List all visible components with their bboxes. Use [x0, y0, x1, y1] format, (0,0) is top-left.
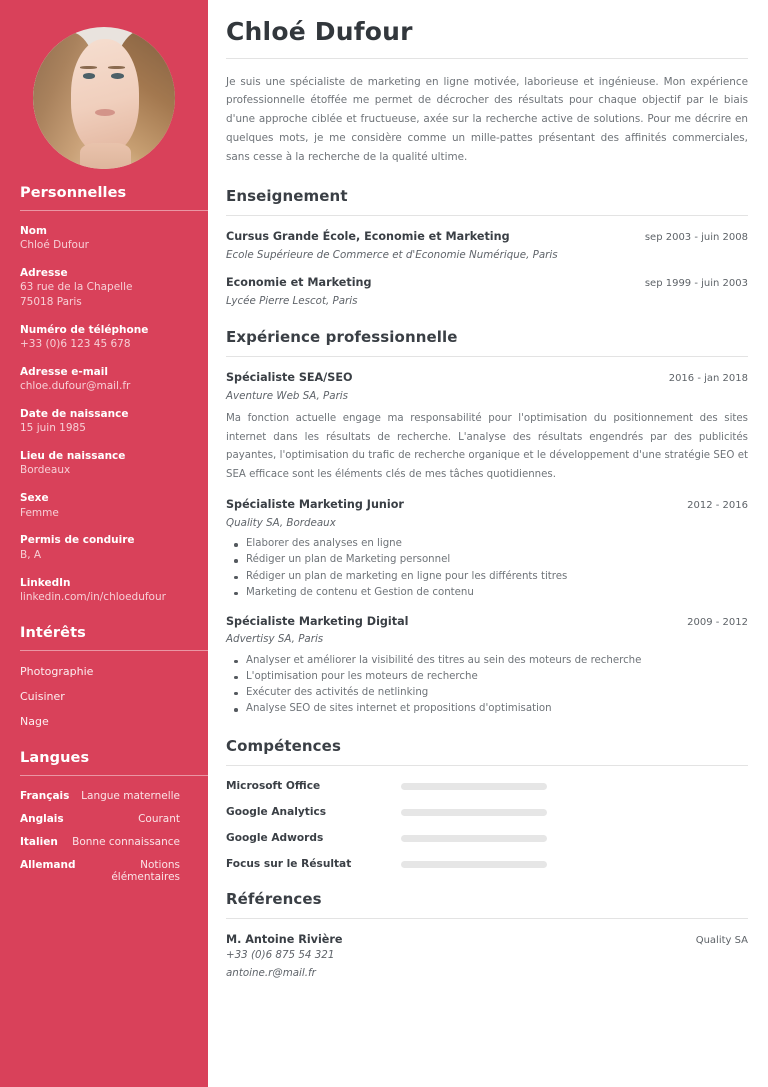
- divider-languages: [20, 775, 208, 776]
- entry-title: Cursus Grande École, Economie et Marketing: [226, 230, 510, 244]
- entry-bullets: [226, 653, 748, 717]
- divider-personal: [20, 210, 208, 211]
- field-value: 63 rue de la Chapelle: [20, 281, 133, 294]
- experience-entry: [226, 371, 748, 484]
- photo-eye-right: [111, 73, 124, 79]
- interests-list: [0, 665, 208, 728]
- entry-description: Ma fonction actuelle engage ma responsabilité pour l'optimisation du positionnement des sites internet dans les résultats de recherche. L'analyse des résultats engendrés par des publicités payantes, l'optimisation du trafic de recherche organique et le développement d'une stratégie SEO et SEA efficace sont les éléments clés de mes tâches quotidiennes.: [226, 413, 748, 480]
- language-name: Allemand: [20, 858, 76, 871]
- list-item: Rédiger un plan de marketing en ligne pour les différents titres: [226, 569, 748, 585]
- field-label: Adresse e-mail: [20, 366, 108, 379]
- field-label: LinkedIn: [20, 576, 71, 589]
- field-nom: [20, 224, 188, 253]
- entry-header: [226, 933, 748, 946]
- field-label: Adresse: [20, 267, 68, 280]
- photo-face: [71, 39, 139, 153]
- language-level: Courant: [138, 812, 180, 825]
- field-label: Nom: [20, 225, 47, 237]
- education-entry: [226, 230, 748, 262]
- field-value-2: 75018 Paris: [20, 296, 82, 309]
- education-entry: [226, 276, 748, 308]
- page-title: Chloé Dufour: [226, 17, 413, 46]
- field-permis: [20, 533, 188, 562]
- language-name: Anglais: [20, 812, 64, 825]
- field-value: B, A: [20, 548, 42, 561]
- avatar: [33, 27, 175, 169]
- entry-title: Economie et Marketing: [226, 276, 372, 290]
- sidebar-heading-languages: Langues: [20, 749, 90, 766]
- list-item: Rédiger un plan de Marketing personnel: [226, 552, 748, 568]
- section-heading: Références: [226, 890, 322, 909]
- experience-entry: [226, 615, 748, 717]
- reference-name: M. Antoine Rivière: [226, 933, 343, 947]
- divider-education: [226, 215, 748, 216]
- skill-progress-track: [401, 783, 547, 790]
- entry-date: 2009 - 2012: [687, 616, 748, 628]
- field-value: Bordeaux: [20, 464, 71, 477]
- list-item: Marketing de contenu et Gestion de contenu: [226, 585, 748, 601]
- photo-lips: [95, 109, 115, 116]
- skill-label: Microsoft Office: [226, 780, 321, 793]
- field-telephone: [20, 323, 188, 352]
- skill-progress-track: [401, 809, 547, 816]
- entry-header: [226, 615, 748, 630]
- field-email: [20, 365, 188, 394]
- skill-row: [226, 806, 748, 818]
- reference-email[interactable]: antoine.r@mail.fr: [226, 966, 316, 979]
- field-value: 15 juin 1985: [20, 422, 86, 435]
- list-item: [20, 790, 188, 802]
- section-heading: Expérience professionnelle: [226, 328, 458, 347]
- list-item: [20, 859, 188, 883]
- section-references: [226, 890, 748, 981]
- divider-interests: [20, 650, 208, 651]
- field-linkedin: [20, 576, 188, 605]
- list-item: L'optimisation pour les moteurs de recherche: [226, 669, 748, 685]
- entry-date: sep 1999 - juin 2003: [644, 278, 748, 290]
- list-item: Analyse SEO de sites internet et propositions d'optimisation: [226, 701, 748, 717]
- main-content: [208, 0, 768, 1087]
- language-level: Notions élémentaires: [111, 858, 180, 883]
- skill-progress-track: [401, 861, 547, 868]
- entry-subtitle: Quality SA, Bordeaux: [226, 516, 336, 529]
- skill-progress-track: [401, 835, 547, 842]
- language-level: Bonne connaissance: [72, 835, 180, 848]
- sidebar: [0, 0, 208, 1087]
- language-name: Français: [20, 789, 70, 802]
- entry-header: [226, 276, 748, 291]
- list-item: [20, 813, 188, 825]
- entry-date: sep 2003 - juin 2008: [644, 232, 748, 244]
- skill-row: [226, 832, 748, 844]
- entry-header: [226, 230, 748, 245]
- field-value[interactable]: chloe.dufour@mail.fr: [20, 380, 131, 393]
- entry-subtitle: Lycée Pierre Lescot, Paris: [226, 294, 358, 307]
- entry-header: [226, 371, 748, 386]
- reference-company: Quality SA: [695, 935, 748, 947]
- divider-experience: [226, 356, 748, 357]
- divider-references: [226, 918, 748, 919]
- entry-date: 2012 - 2016: [687, 500, 748, 512]
- divider-header: [226, 58, 748, 59]
- field-value: Chloé Dufour: [20, 239, 89, 252]
- entry-subtitle: Advertisy SA, Paris: [226, 633, 324, 646]
- entry-date: 2016 - jan 2018: [668, 373, 748, 385]
- field-label: Numéro de téléphone: [20, 324, 149, 337]
- skill-row: [226, 780, 748, 792]
- field-adresse: [20, 266, 188, 310]
- entry-subtitle: Aventure Web SA, Paris: [226, 389, 349, 402]
- experience-entry: [226, 498, 748, 600]
- divider-skills: [226, 765, 748, 766]
- reference-phone: +33 (0)6 875 54 321: [226, 949, 335, 962]
- profile-summary: Je suis une spécialiste de marketing en ligne motivée, laborieuse et ingénieuse. Mon expérience professionnelle étoffée me permet de décrocher des résultats pour chaque objectif par le biais d'une approche ciblée et fructueuse, axée sur la recherche active de solutions. Pour me décrire en quelques mots, je me considère comme un mille-pattes présentant des affinités commerciales, sans cesse à la recherche de la qualité ultime.: [226, 75, 748, 164]
- reference-entry: [226, 933, 748, 981]
- section-experience: [226, 328, 748, 717]
- skill-label: Google Adwords: [226, 832, 324, 845]
- section-heading: Compétences: [226, 737, 341, 756]
- avatar-container: [0, 0, 208, 185]
- field-value: Femme: [20, 506, 59, 519]
- field-sexe: [20, 491, 188, 520]
- field-label: Sexe: [20, 492, 49, 505]
- list-item: Nage: [20, 714, 49, 728]
- field-label: Permis de conduire: [20, 534, 135, 547]
- language-level: Langue maternelle: [81, 789, 180, 802]
- skill-row: [226, 858, 748, 870]
- personal-fields: [0, 224, 208, 605]
- entry-subtitle: Ecole Supérieure de Commerce et d'Economie Numérique, Paris: [226, 248, 558, 261]
- sidebar-heading-personal: Personnelles: [20, 185, 127, 201]
- skill-label: Google Analytics: [226, 806, 327, 819]
- list-item: Elaborer des analyses en ligne: [226, 536, 748, 552]
- skill-label: Focus sur le Résultat: [226, 858, 352, 871]
- list-item: Analyser et améliorer la visibilité des titres au sein des moteurs de recherche: [226, 653, 748, 669]
- field-value[interactable]: linkedin.com/in/chloedufour: [20, 590, 166, 603]
- entry-bullets: [226, 536, 748, 600]
- language-name: Italien: [20, 835, 58, 848]
- entry-title: Spécialiste Marketing Digital: [226, 614, 409, 628]
- field-lieu-naissance: [20, 449, 188, 478]
- list-item: Photographie: [20, 664, 94, 678]
- field-date-naissance: [20, 407, 188, 436]
- entry-title: Spécialiste Marketing Junior: [226, 498, 404, 512]
- list-item: Cuisiner: [20, 689, 65, 703]
- field-label: Date de naissance: [20, 408, 129, 421]
- sidebar-heading-interests: Intérêts: [20, 624, 86, 641]
- entry-header: [226, 498, 748, 513]
- section-education: [226, 187, 748, 308]
- photo-neck: [80, 143, 131, 169]
- field-label: Lieu de naissance: [20, 450, 126, 463]
- entry-title: Spécialiste SEA/SEO: [226, 371, 353, 385]
- field-value: +33 (0)6 123 45 678: [20, 338, 131, 351]
- list-item: Exécuter des activités de netlinking: [226, 685, 748, 701]
- languages-list: [0, 790, 208, 883]
- section-skills: [226, 737, 748, 870]
- list-item: [20, 836, 188, 848]
- section-heading: Enseignement: [226, 187, 348, 206]
